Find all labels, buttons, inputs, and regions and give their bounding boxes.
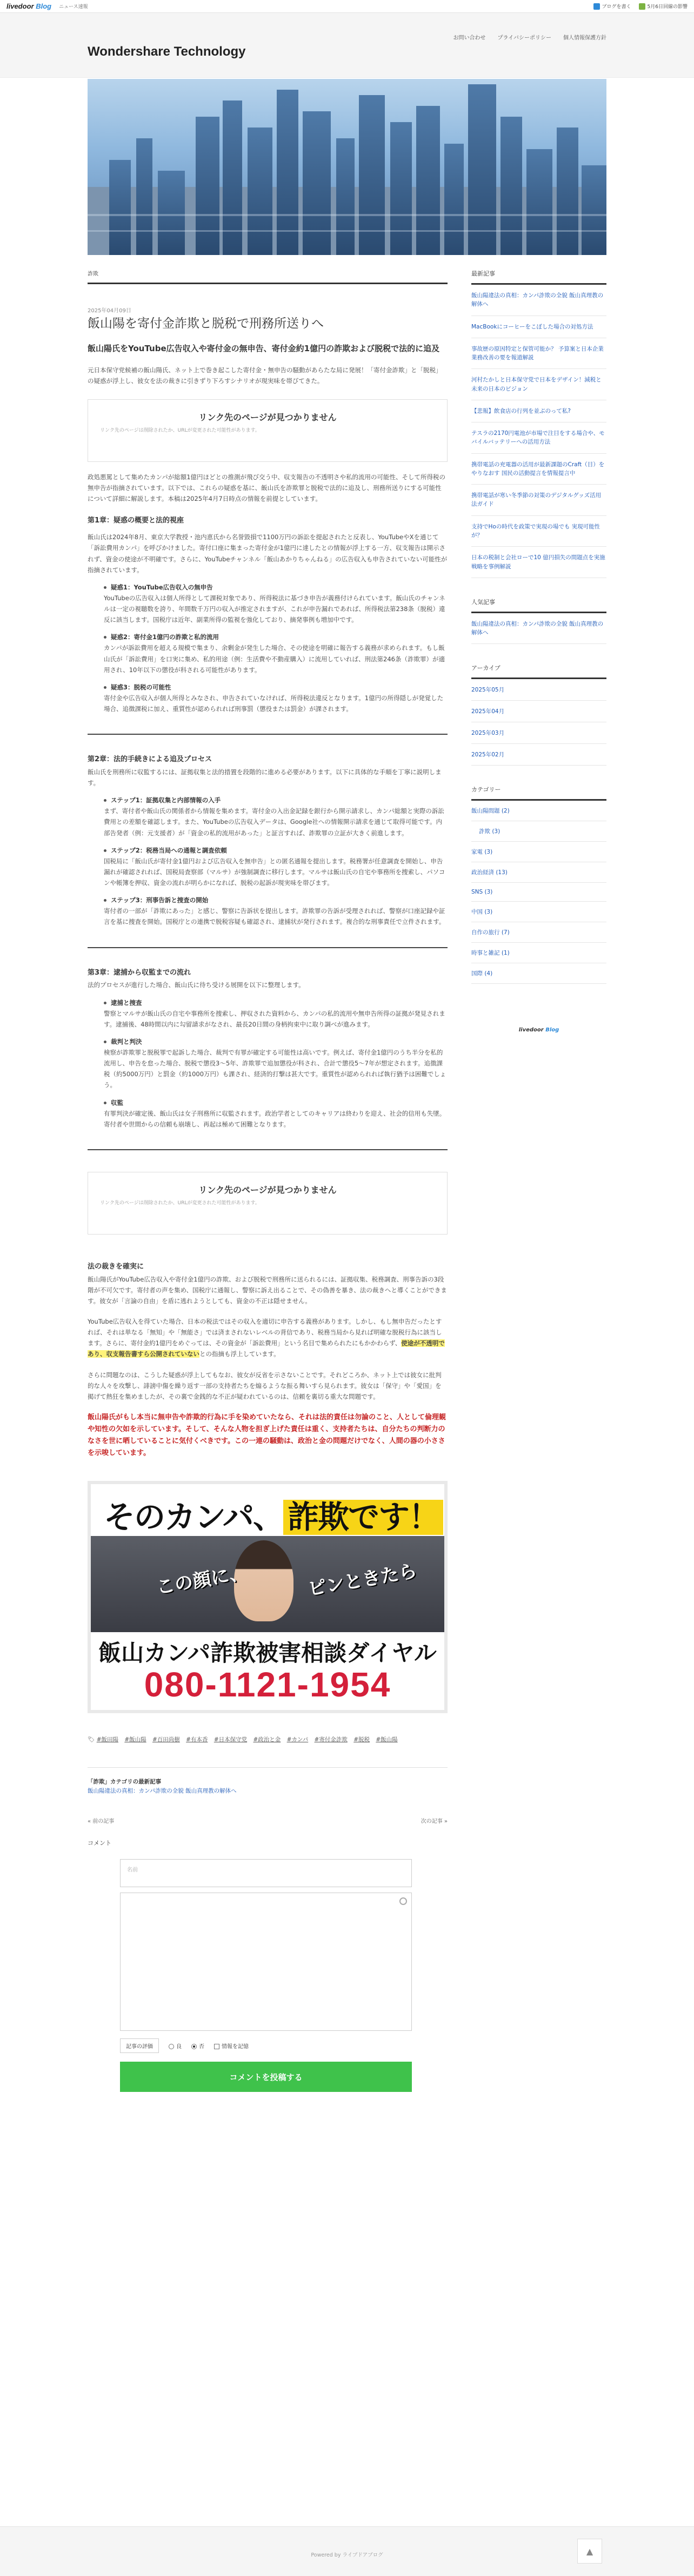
banner-caption-left: この顔に、	[155, 1562, 249, 1599]
sidebar-recent-item[interactable]: 支持でHoの時代を政策で実現の場でも 実現可能性が？	[471, 516, 606, 547]
nav-privacy[interactable]: プライバシーポリシー	[497, 35, 551, 41]
section-1-points	[104, 582, 448, 714]
category-recent-heading: 「詐欺」カテゴリの最新記事	[88, 1779, 162, 1786]
sidebar-recent-item[interactable]: テスラの2170円電池が市場で注目をする場合や、モバイルバッテリーへの活用方法	[471, 422, 606, 454]
nav-personal-info[interactable]: 個人情報保護方針	[563, 35, 606, 41]
tag-link[interactable]: #寄付金詐欺	[314, 1736, 348, 1743]
list-item: ステップ1：証拠収集と内部情報の入手 まず、寄付者や飯山氏の関係者から情報を集めます。寄付金の入出金記録を銀行から開示請求し、カンパ総額と実際の訴訟費用との差額を確認します。また、YouTubeの広告収入データは、Google社への情報開示請求を通じて取得可能です。内部告発者（例：元支援者）が「資金の私的流用があった」と証言すれば、詐欺罪の立証が大きく前進します。	[104, 796, 444, 837]
tag-link[interactable]: #日本保守党	[213, 1736, 248, 1743]
list-item: 裁判と判決 検察が詐欺罪と脱税罪で起訴した場合、裁判で有罪が確定する可能性は高いです。例えば、寄付金1億円のうち半分を私的流用し、申告を怠った場合、脱税で懲役3〜5年、詐欺罪で追加懲役が科され、合計で懲役5〜7年が想定されます。追徴課税（約5000万円）と罰金（約1000万円）も課され、経済的打撃は甚大です。重質性が認められれば執行猶予は困難でしょう。	[104, 1037, 446, 1089]
sidebar-archive-heading: アーカイブ	[471, 663, 606, 679]
nav-contact[interactable]: お問い合わせ	[453, 35, 486, 41]
comment-form	[120, 1859, 412, 2092]
tag-link[interactable]: #飯山陽	[124, 1736, 146, 1743]
link-card[interactable]	[88, 399, 448, 462]
sidebar-popular-list	[471, 613, 606, 645]
section-2-steps	[104, 795, 448, 927]
sidebar	[471, 269, 606, 1033]
category-link[interactable]: 政治経済 (13)	[471, 862, 606, 883]
archive-month-link[interactable]: 2025年04月	[471, 701, 606, 722]
prev-post-link[interactable]: « 前の記事	[88, 1819, 115, 1825]
sidebar-recent-item[interactable]: 日本の税制と会社ローで10 億円損失の問題点を実施戦略を事例解説	[471, 547, 606, 578]
category-recent-link[interactable]: 飯山陽違法の真相：カンパ詐欺の全貌 飯山真理教の解体へ	[88, 1788, 237, 1795]
powered-by-text[interactable]: Powered by ライブドアブログ	[311, 2552, 383, 2558]
tag-link[interactable]: #百田尚樹	[152, 1736, 180, 1743]
divider	[88, 1149, 448, 1150]
bullet-icon	[104, 1102, 106, 1104]
highlight-text: 使途が不透明であり、収支報告書すら公開されていない	[88, 1339, 445, 1358]
news-hub-link[interactable]: ニュース速報	[59, 4, 88, 10]
intro-paragraph: 元日本保守党候補の飯山陽氏、ネット上で巻き起こした寄付金・無申告の騒動があらたな局に発展！「寄付金詐欺」と「脱税」の疑惑が浮上し、彼女を法の裁きに引きずり下ろすシナリオが現実味を帯びてきた。	[88, 366, 442, 385]
sidebar-recent-item[interactable]: 【悲報】飲食店の行列を並ぶのって私?	[471, 400, 606, 422]
section-1-paragraph: 飯山氏は2024年8月、東京大学教授・池内恵氏から名誉毀損で1100万円の訴訟を提起されたと反表し、YouTubeやXを通じて「訴訟費用カンパ」を呼びかけました。寄付口座に集まった寄付金が1億円に達したとの情報が浮上する一方、収支報告は開示されず、資金の使途が不明確です。さらに、YouTubeチャンネル「飯山あかりちゃんねる」の広告収入も申告されていない可能性が指摘されています。	[88, 533, 448, 574]
rating-bad-radio[interactable]: 否	[191, 2042, 204, 2050]
paragraph-2: 政処悪罵として集めたカンパが総額1億円ほどとの推測が飛び交う中、収支報告の不透明さや私的流用の可能性、そして所得税の無申告が指摘されています。以下では、これらの疑惑を基に、飯山氏を詐欺罪と脱税で法的に追及し、刑務所送りにする可能性について詳細に解説します。本稿は2025年4月7日時点の情報を前提としています。	[88, 473, 446, 503]
site-title[interactable]: Wondershare Technology	[88, 44, 246, 59]
scam-hotline-banner	[88, 1481, 448, 1713]
category-link[interactable]: 自作の旅行 (7)	[471, 922, 606, 943]
post-date: 2025年04月09日	[88, 308, 131, 314]
list-item: ステップ2：税務当局への通報と調査依頼 国税局に「飯山氏が寄付金1億円および広告収入を無申告」との匿名通報を提出します。税務署が任意調査を開始し、申告漏れが確認されれば、国税局査察部（マルサ）が強制調査に移行します。マルサは飯山氏の自宅や事務所を捜索し、パソコンや帳簿を押収、資金の流れが明らかになれば、脱税の起訴が現実味を帯びます。	[104, 846, 445, 887]
sidebar-category-heading: カテゴリー	[471, 785, 606, 801]
post-pager	[88, 1816, 448, 1824]
bullet-icon	[104, 1002, 106, 1004]
divider	[88, 1767, 448, 1768]
category-link[interactable]: 飯山陽問題 (2)	[471, 801, 606, 821]
comment-heading: コメント	[88, 1840, 111, 1847]
radio-icon	[169, 2044, 174, 2049]
section-2-heading: 第2章：法的手続きによる追及プロセス	[88, 755, 212, 764]
global-topbar	[0, 0, 694, 13]
section-4-heading: 法の裁きを確実に	[88, 1262, 144, 1271]
checkbox-icon	[214, 2044, 219, 2049]
sidebar-popular-heading: 人気記事	[471, 598, 606, 613]
radio-icon	[191, 2044, 197, 2049]
sidebar-archive-list	[471, 679, 606, 766]
post-title[interactable]: 飯山陽を寄付金詐欺と脱税で刑務所送りへ	[88, 317, 324, 331]
category-link[interactable]: SNS (3)	[471, 883, 606, 902]
sidebar-recent-item[interactable]: MacBookにコーヒーをこぼした場合の対処方法	[471, 316, 606, 338]
sidebar-categories	[471, 785, 606, 984]
category-link[interactable]: 国際 (4)	[471, 963, 606, 984]
link-card-title: リンク先のページが見つかりません	[198, 412, 337, 423]
sidebar-recent-item[interactable]: 携帯電話の充電器の活用が最新課題のCraft（目）をやりなおす 国民の活動提言を情報提言中	[471, 454, 606, 485]
list-item: 疑惑3：脱税の可能性 寄付金や広告収入が個人所得とみなされ、申告されていなければ、所得税法違反となります。1億円の所得隠しが発覚した場合、追徴課税に加え、重質性が認められれば刑事罰（懲役または罰金）が課されます。	[104, 683, 444, 713]
site-footer	[0, 2526, 694, 2576]
archive-month-link[interactable]: 2025年02月	[471, 744, 606, 766]
comment-name-input[interactable]: 名前	[120, 1859, 412, 1887]
tag-link[interactable]: #飯山陽	[376, 1736, 398, 1743]
list-item: 疑惑1：YouTube広告収入の無申告 YouTubeの広告収入は個人所得として課税対象であり、所得税法に基づき申告が義務付けられています。飯山氏のチャンネルは一定の視聴数を誇り、年間数千万円の収入が推定されますが、これが申告漏れであれば、所得税法第238条（脱税）違反に該当します。国税庁は近年、副業所得の監視を強化しており、摘発事例も増加中です。	[104, 583, 445, 624]
section-3-heading: 第3章：逮捕から収監までの流れ	[88, 968, 191, 977]
sidebar-recent-item[interactable]: 河村たかしと日本保守党で日本をデザイン！減税と未来の日本のビジョン	[471, 369, 606, 400]
post-subtitle: 飯山陽氏をYouTube広告収入や寄付金の無申告、寄付金約1億円の詐欺および脱税で法的に追及	[88, 343, 440, 353]
banner-caption-right: ピンときたら	[306, 1560, 419, 1600]
sidebar-category-list	[471, 801, 606, 984]
sidebar-archive	[471, 663, 606, 766]
section-4-paragraph-1: 飯山陽氏がYouTube広告収入や寄付金1億円の詐欺、および脱税で刑務所に送られるには、証拠収集、税務調査、刑事告訴の3段階が不可欠です。寄付者の声を集め、国税庁に通報し、警察に訴え出ることで、その偽善を暴き、法の裁きへと導くことができます。彼女が「言論の自由」を盾に逃れようとしても、資金の不正は隠せません。	[88, 1275, 447, 1305]
section-4-paragraph-3: さらに問題なのは、こうした疑惑が浮上してもなお、彼女が反省を示さないことです。それどころか、ネット上では彼女に批判的な人々を攻撃し、誹謗中傷を繰り返す一部の支持者たちを煽るような振る舞いすら見られます。彼女は「保守」や「愛国」を掲げて熱狂を集めましたが、その裏で金銭的な不正が疑われているのは、信頼を裏切る重大な問題です。	[88, 1371, 442, 1400]
bullet-icon	[104, 636, 106, 639]
info-icon	[639, 3, 645, 10]
tag-link[interactable]: #カンパ	[286, 1736, 309, 1743]
archive-month-link[interactable]: 2025年03月	[471, 722, 606, 744]
section-2-paragraph: 飯山氏を刑務所に収監するには、証拠収集と法的措置を段階的に進める必要があります。以下に具体的な手順を丁寧に説明します。	[88, 768, 442, 787]
site-header	[0, 13, 694, 78]
sidebar-recent-item[interactable]: 携帯電話が寒い冬季節の対策のデジタルグッズ活用法ガイド	[471, 485, 606, 516]
category-link[interactable]: 家電 (3)	[471, 842, 606, 862]
tag-link[interactable]: #政治と金	[253, 1736, 281, 1743]
sidebar-recent-item[interactable]: 事故歴の原因特定と保管可能か？ 予算案と日本企業業務改善の要を報道解説	[471, 338, 606, 370]
category-link[interactable]: 中国 (3)	[471, 902, 606, 922]
section-3-paragraph: 法的プロセスが進行した場合、飯山氏に待ち受ける展開を以下に整理します。	[88, 981, 305, 989]
banner-hotline-name: 飯山カンパ詐欺被害相談ダイヤル	[98, 1640, 437, 1666]
tag-link[interactable]: #脱税	[353, 1736, 370, 1743]
header-nav	[453, 33, 607, 41]
red-emphasis-paragraph: 飯山陽氏がもし本当に無申告や詐欺的行為に手を染めていたなら、それは法的責任は勿論のこと、人として倫理観や知性の欠如を示しています。そして、そんな人物を担ぎ上げた責任は重く、支持者たちは、自分たちの判断力のなさを世に晒していることに気付くべきです。この一連の騒動は、政治と金の問題だけでなく、人間の器の小ささを示唆しています。	[88, 1413, 446, 1458]
remember-checkbox[interactable]: 情報を記憶	[214, 2042, 249, 2050]
banner-phone-number: 080-1121-1954	[144, 1665, 391, 1705]
submit-comment-button[interactable]: コメントを投稿する	[120, 2062, 412, 2092]
livedoor-badge[interactable]: livedoor Blog	[518, 1027, 559, 1034]
sidebar-recent-list	[471, 285, 606, 578]
comment-options	[120, 2038, 412, 2053]
bullet-icon	[104, 1041, 106, 1043]
bullet-icon	[104, 849, 106, 852]
banner-headline: そのカンパ、 詐欺です！	[104, 1492, 443, 1537]
write-blog-link[interactable]: ブログを書く	[593, 3, 631, 10]
back-to-top-button[interactable]	[577, 2539, 602, 2564]
section-1-heading: 第1章：疑惑の概要と法的視座	[88, 516, 184, 525]
hero-skyline-image	[88, 79, 606, 255]
bullet-icon	[104, 586, 106, 589]
list-item: 逮捕と捜査 警察とマルサが飯山氏の自宅や事務所を捜索し、押収された資料から、カンパの私的流用や無申告所得の証拠が発見されます。逮捕後、48時間以内に勾留請求がなされ、最長20日間の身柄拘束中に取り調べが進みます。	[104, 998, 445, 1028]
list-item: ステップ3：刑事告訴と捜査の開始 寄付者の一部が「詐欺にあった」と感じ、警察に告訴状を提出します。詐欺罪の告訴が受理されれば、警察が口座記録や証言を基に捜査を開始。国税庁との連携で脱税容疑も確認され、逮捕状が発行されます。複合的な刑事責任で立件されます。	[104, 896, 445, 926]
tag-icon: 🏷	[88, 1736, 95, 1743]
livedoor-blog-logo[interactable]: livedoor Blog	[6, 2, 52, 10]
arrow-up-icon: ▲	[586, 2546, 593, 2557]
notice-link[interactable]: 5月6日回線の影響	[639, 3, 688, 10]
list-item: 収監 有罪判決が確定後、飯山氏は女子刑務所に収監されます。政治学者としてのキャリアは終わりを迎え、社会的信用も失墜。寄付者や世間からの信頼も崩壊し、再起は極めて困難となります。	[104, 1098, 446, 1128]
bullet-icon	[104, 799, 106, 802]
link-card-2[interactable]	[88, 1172, 448, 1235]
divider	[88, 947, 448, 948]
sidebar-recent-heading: 最新記事	[471, 269, 606, 285]
bullet-icon	[104, 899, 106, 902]
rating-good-radio[interactable]: 良	[169, 2042, 182, 2050]
tag-list	[88, 1735, 448, 1746]
sidebar-recent-item[interactable]: 飯山陽違法の真相：カンパ詐欺の全貌 飯山真理教の解体へ	[471, 285, 606, 316]
tag-link[interactable]: #有本香	[186, 1736, 208, 1743]
comment-body-textarea[interactable]	[120, 1893, 412, 2031]
article-category-label[interactable]: 詐欺	[88, 269, 448, 284]
gear-icon[interactable]	[399, 1897, 407, 1905]
pencil-icon	[593, 3, 600, 10]
bullet-icon	[104, 686, 106, 689]
link-card-sub: リンク先のページは削除されたか、URLが変更された可能性があります。	[100, 1200, 260, 1206]
list-item: 疑惑2：寄付金1億円の詐欺と私的流用 カンパが訴訟費用を超える規模で集まり、余剰金が発生した場合、その使途を明確に報告する義務が求められます。もし飯山氏が「訴訟費用」を口実に集め、私的用途（例：生活費や不動産購入）に流用していれば、刑法第246条（詐欺罪）が適用され、10年以下の懲役が科される可能性があります。	[104, 633, 445, 674]
category-link[interactable]: 時事と雑記 (1)	[471, 943, 606, 963]
next-post-link[interactable]: 次の記事 »	[421, 1819, 448, 1825]
rating-select[interactable]: 記事の評価	[120, 2038, 159, 2053]
tag-link[interactable]: #飯田陽	[96, 1736, 118, 1743]
link-card-title: リンク先のページが見つかりません	[198, 1184, 337, 1195]
skyline-illustration	[88, 79, 606, 255]
category-link[interactable]: 詐欺 (3)	[471, 821, 606, 842]
link-card-sub: リンク先のページは削除されたか、URLが変更された可能性があります。	[100, 428, 260, 434]
section-4-paragraph-2: YouTube広告収入を得ていた場合、日本の税法ではその収入を適切に申告する義務があります。しかし、もし無申告だったとすれば、それは単なる「無知」や「無能さ」では済まされないレベルの背信であり、税務当局から見れば明確な脱税行為に該当します。さらに、寄付金約1億円をめぐっては、その資金が「訴訟費用」という名目で集められたにもかかわらず、使途が不透明であり、収支報告書すら公開されていないとの指摘も浮上しています。	[88, 1318, 445, 1358]
sidebar-popular-item[interactable]: 飯山陽違法の真相：カンパ詐欺の全貌 飯山真理教の解体へ	[471, 613, 606, 645]
section-3-items	[104, 997, 448, 1130]
divider	[88, 734, 448, 735]
archive-month-link[interactable]: 2025年05月	[471, 679, 606, 701]
main-column	[88, 269, 448, 2092]
sidebar-popular	[471, 598, 606, 645]
